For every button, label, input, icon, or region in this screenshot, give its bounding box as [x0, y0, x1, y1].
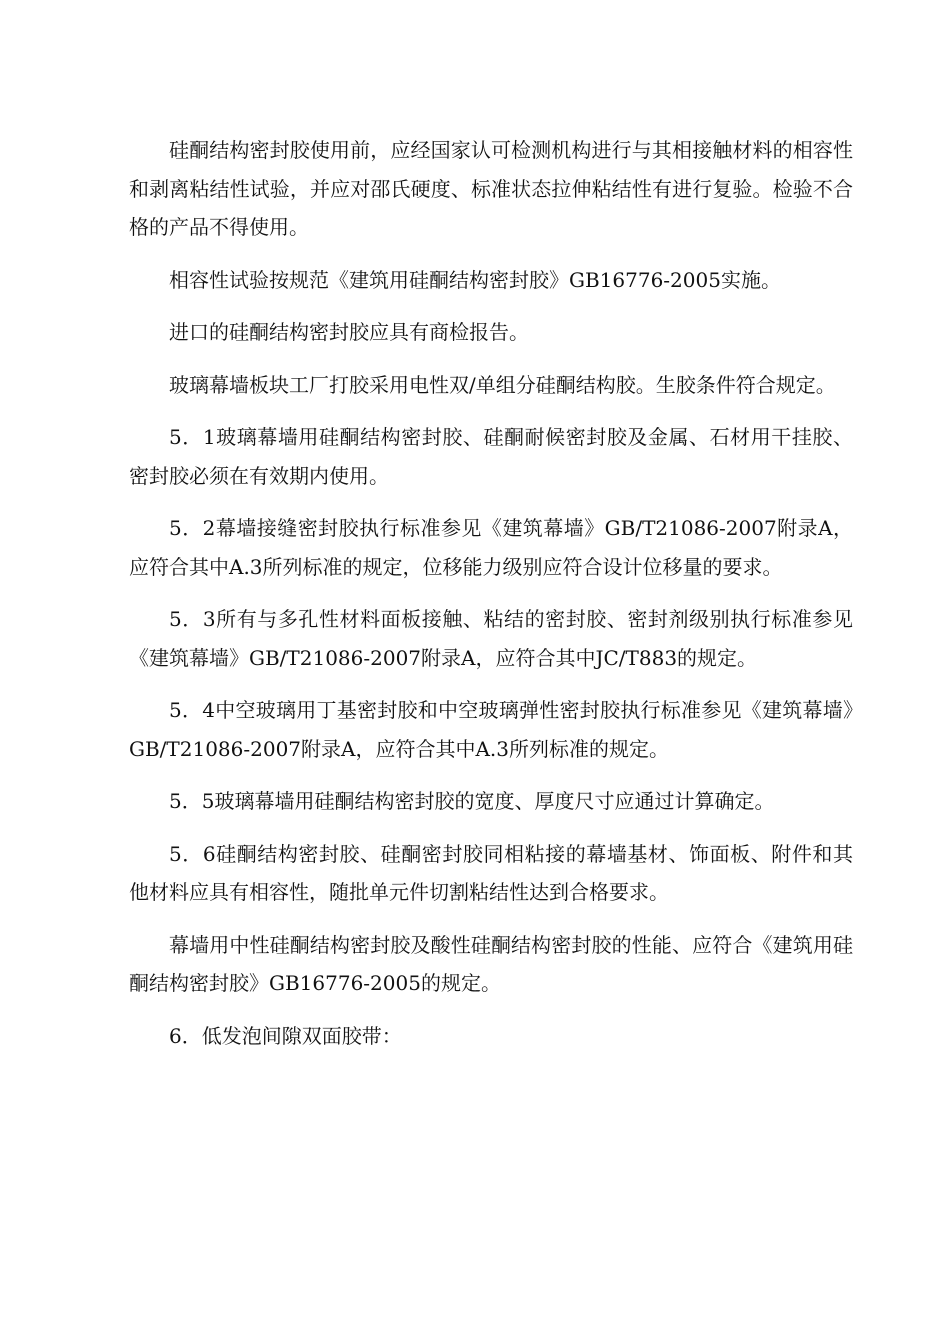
- paragraph-5-2: 5．2幕墙接缝密封胶执行标准参见《建筑幕墙》GB/T21086-2007附录A，应符合其中A.3所列标准的规定，位移能力级别应符合设计位移量的要求。: [129, 516, 853, 579]
- paragraph-import-inspection: 进口的硅酮结构密封胶应具有商检报告。: [169, 320, 529, 344]
- document-body: [129, 131, 853, 1055]
- paragraph-structural-sealant-testing: 硅酮结构密封胶使用前，应经国家认可检测机构进行与其相接触材料的相容性和剥离粘结性试验，并应对邵氏硬度、标准状态拉伸粘结性有进行复验。检验不合格的产品不得使用。: [129, 138, 853, 239]
- paragraph-5-3: 5．3所有与多孔性材料面板接触、粘结的密封胶、密封剂级别执行标准参见《建筑幕墙》GB/T21086-2007附录A，应符合其中JC/T883的规定。: [129, 607, 853, 670]
- paragraph-5-5: 5．5玻璃幕墙用硅酮结构密封胶的宽度、厚度尺寸应通过计算确定。: [169, 789, 775, 813]
- paragraph-5-6: 5．6硅酮结构密封胶、硅酮密封胶同相粘接的幕墙基材、饰面板、附件和其他材料应具有相容性，随批单元件切割粘结性达到合格要求。: [129, 841, 853, 904]
- section-heading-6: 6．低发泡间隙双面胶带：: [169, 1023, 402, 1048]
- paragraph-compatibility-test: 相容性试验按规范《建筑用硅酮结构密封胶》GB16776-2005实施。: [169, 267, 781, 292]
- paragraph-5-1: 5．1玻璃幕墙用硅酮结构密封胶、硅酮耐候密封胶及金属、石材用干挂胶、密封胶必须在有效期内使用。: [129, 425, 853, 488]
- paragraph-factory-glazing: 玻璃幕墙板块工厂打胶采用电性双/单组分硅酮结构胶。生胶条件符合规定。: [169, 372, 836, 397]
- paragraph-sealant-performance: 幕墙用中性硅酮结构密封胶及酸性硅酮结构密封胶的性能、应符合《建筑用硅酮结构密封胶》GB16776-2005的规定。: [129, 932, 853, 995]
- paragraph-5-4: 5．4中空玻璃用丁基密封胶和中空玻璃弹性密封胶执行标准参见《建筑幕墙》GB/T21086-2007附录A，应符合其中A.3所列标准的规定。: [129, 698, 853, 761]
